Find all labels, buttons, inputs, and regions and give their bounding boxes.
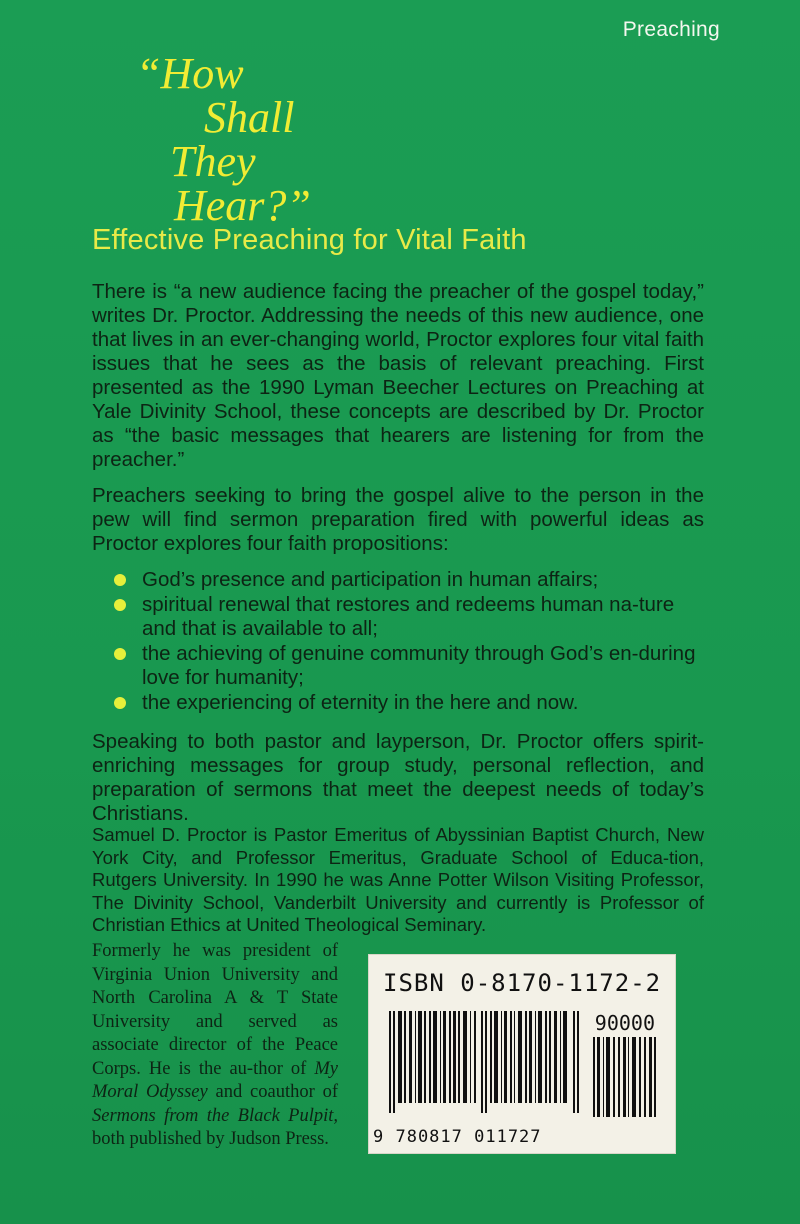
isbn-number: ISBN 0-8170-1172-2: [383, 969, 662, 997]
ean-number: 9 780817 011727: [373, 1127, 542, 1147]
faith-propositions-list: [114, 568, 706, 716]
list-item: the experiencing of eternity in the here and now.: [114, 691, 706, 715]
author-bio: Samuel D. Proctor is Pastor Emeritus of Abyssinian Baptist Church, New York City, and Professor Emeritus, Graduate School of Educa-tion, Rutgers University. In 1990 he was Anne Potter Wilson Visiting Professor, The Divinity School, Vanderbilt University and currently is Professor of Christian Ethics at United Theological Seminary.: [92, 824, 704, 935]
bullet-icon: [114, 574, 126, 586]
title-line: “How: [136, 49, 244, 98]
list-item: God’s presence and participation in human affairs;: [114, 568, 706, 592]
description-paragraph: Speaking to both pastor and layperson, Dr. Proctor offers spirit-enriching messages for group study, personal reflection, and preparation of sermons that meet the deepest needs of today’s Christians.: [92, 730, 704, 825]
barcode-panel: [368, 954, 676, 1154]
description-paragraph: There is “a new audience facing the preacher of the gospel today,” writes Dr. Proctor. Addressing the needs of this new audience, one that lives in an ever-changing world, Proctor explores four vital faith issues that he sees as the basis of relevant preaching. First presented as the 1990 Lyman Beecher Lectures on Preaching at Yale Divinity School, these concepts are described by Dr. Proctor as “the basic messages that hearers are listening for from the preacher.”: [92, 280, 704, 471]
book-title: [136, 49, 311, 230]
book-title-italic: Sermons from the Black Pulpit,: [92, 1105, 338, 1126]
list-item: spiritual renewal that restores and redeems human na-ture and that is available to all;: [114, 593, 706, 641]
author-bio-continued: Formerly he was president of Virginia Union University and North Carolina A & T State University and served as associate director of the Peace Corps. He is the au-thor of My Moral Odyssey and coauthor of Sermons from the Black Pulpit, both published by Judson Press.: [92, 941, 338, 1149]
ean-barcode-icon: [389, 1011, 585, 1113]
price-code: 90000: [594, 1011, 655, 1035]
title-line: Shall: [204, 93, 295, 142]
title-line: They: [170, 137, 256, 186]
description-paragraph: Preachers seeking to bring the gospel alive to the person in the pew will find sermon preparation fired with powerful ideas as Proctor explores four faith propositions:: [92, 484, 704, 555]
book-title-italic: My Moral Odyssey: [92, 1058, 338, 1102]
bullet-icon: [114, 697, 126, 709]
list-item: the achieving of genuine community through God’s en-during love for humanity;: [114, 642, 706, 690]
add-on-barcode-icon: [593, 1037, 657, 1117]
subtitle: Effective Preaching for Vital Faith: [92, 224, 527, 256]
category-label: Preaching: [622, 18, 720, 41]
bullet-icon: [114, 599, 126, 611]
bullet-icon: [114, 648, 126, 660]
title-line: Hear?”: [174, 181, 311, 230]
